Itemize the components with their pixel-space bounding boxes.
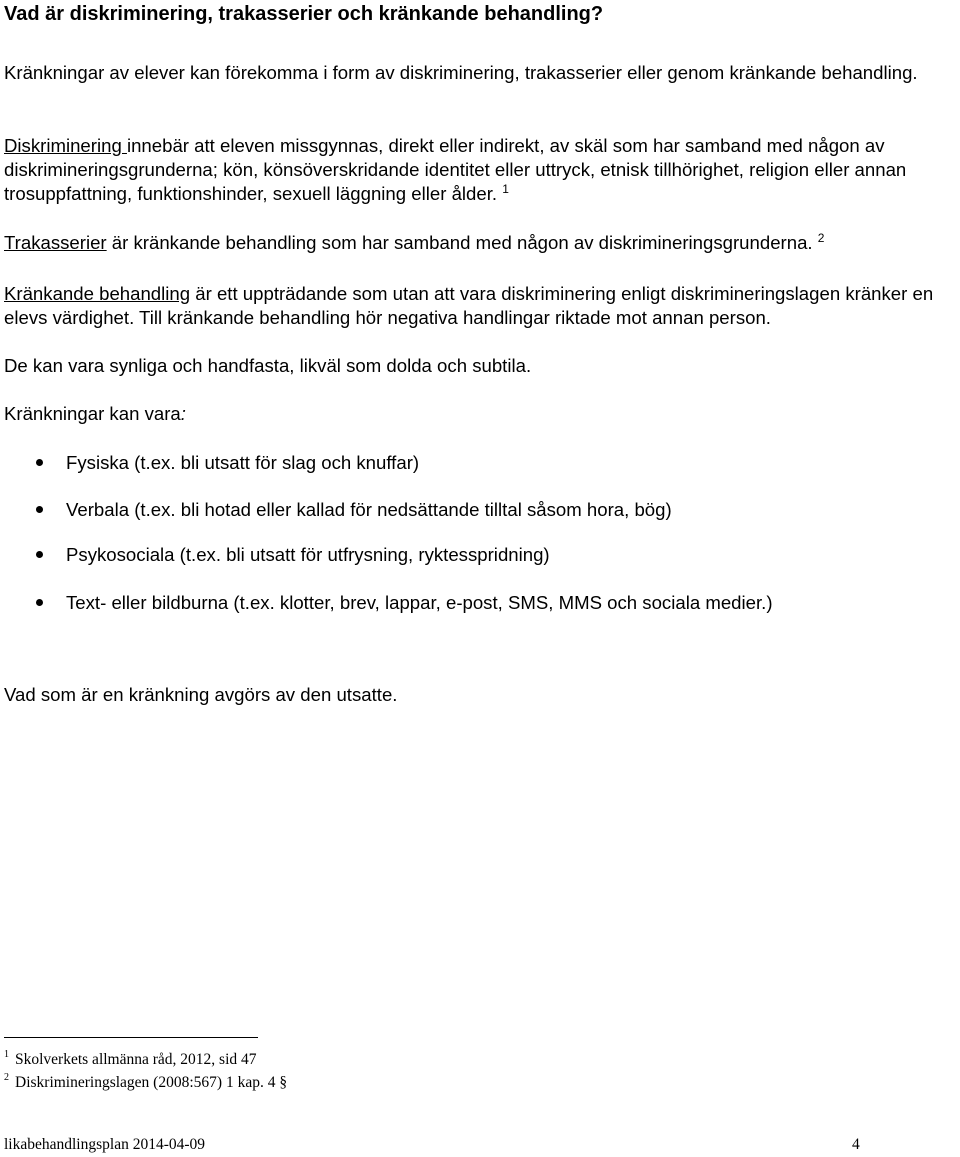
footnote-text: Diskrimineringslagen (2008:567) 1 kap. 4 § [15, 1074, 288, 1091]
list-item-text: Fysiska (t.ex. bli utsatt för slag och knuffar) [66, 452, 420, 473]
footnote-number: 1 [4, 1049, 9, 1060]
krankningar-kan-vara-colon: : [180, 403, 186, 424]
term-krankande-behandling: Kränkande behandling [4, 283, 191, 304]
footnote-1 [4, 1050, 257, 1070]
bullet-icon [36, 459, 43, 466]
bullet-icon [36, 506, 43, 513]
intro-paragraph: Kränkningar av elever kan förekomma i form av diskriminering, trakasserier eller genom kränkande behandling. [4, 62, 918, 83]
term-diskriminering: Diskriminering [4, 135, 127, 156]
list-item-text: Verbala (t.ex. bli hotad eller kallad för nedsättande tilltal såsom hora, bög) [66, 499, 672, 520]
krankningar-kan-vara-text: Kränkningar kan vara [4, 403, 181, 424]
bullet-icon [36, 599, 43, 606]
footnote-2 [4, 1073, 287, 1093]
krankande-text: är ett uppträdande som utan att vara diskriminering enligt diskrimineringslagen kränker en elevs värdighet. Till kränkande behandling hör negativa handlingar riktade mot annan person. [4, 283, 934, 328]
diskriminering-text: innebär att eleven missgynnas, direkt eller indirekt, av skäl som har samband med någon av diskrimineringsgrunderna; kön, könsöverskridande identitet eller uttryck, etnisk tillhörighet, religion eller annan trosuppfattning, funktionshinder, sexuell läggning eller ålder. [4, 135, 907, 204]
bullet-icon [36, 551, 43, 558]
footnote-divider [4, 1037, 258, 1038]
diskriminering-paragraph [4, 134, 959, 206]
footnote-ref-1: 1 [502, 182, 509, 196]
krankningar-kan-vara-heading [4, 402, 959, 426]
trakasserier-paragraph [4, 231, 959, 255]
footnote-text: Skolverkets allmänna råd, 2012, sid 47 [15, 1051, 257, 1068]
footer-document-name: likabehandlingsplan 2014-04-09 [4, 1136, 206, 1153]
list-item-text: Psykosociala (t.ex. bli utsatt för utfrysning, ryktesspridning) [66, 544, 550, 565]
avgors-paragraph: Vad som är en kränkning avgörs av den utsatte. [4, 684, 398, 705]
footnote-number: 2 [4, 1072, 9, 1083]
list-item-text: Text- eller bildburna (t.ex. klotter, brev, lappar, e-post, SMS, MMS och sociala medier.) [66, 592, 773, 613]
page-title: Vad är diskriminering, trakasserier och kränkande behandling? [4, 3, 604, 25]
footnote-ref-2: 2 [817, 231, 825, 245]
trakasserier-text: är kränkande behandling som har samband med någon av diskrimineringsgrunderna. [106, 232, 813, 253]
krankande-paragraph [4, 282, 959, 330]
synliga-paragraph: De kan vara synliga och handfasta, likväl som dolda och subtila. [4, 355, 532, 376]
term-trakasserier: Trakasserier [4, 232, 107, 253]
footer-page-number: 4 [852, 1136, 860, 1153]
